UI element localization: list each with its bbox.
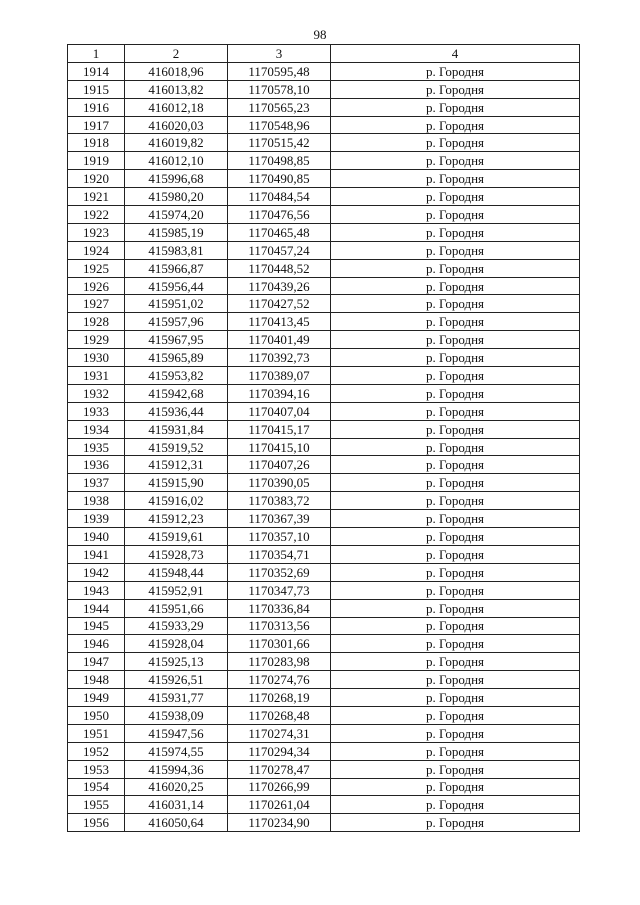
cell-description: р. Городня (331, 134, 580, 152)
cell-point-number: 1939 (68, 510, 125, 528)
cell-y-coordinate: 1170234,90 (228, 814, 331, 832)
cell-y-coordinate: 1170413,45 (228, 313, 331, 331)
cell-x-coordinate: 415942,68 (125, 384, 228, 402)
cell-description: р. Городня (331, 635, 580, 653)
cell-description: р. Городня (331, 313, 580, 331)
cell-description: р. Городня (331, 528, 580, 546)
cell-point-number: 1947 (68, 653, 125, 671)
table-row (68, 367, 580, 385)
cell-point-number: 1952 (68, 742, 125, 760)
cell-description: р. Городня (331, 742, 580, 760)
cell-point-number: 1927 (68, 295, 125, 313)
cell-x-coordinate: 415967,95 (125, 331, 228, 349)
cell-y-coordinate: 1170439,26 (228, 277, 331, 295)
cell-description: р. Городня (331, 402, 580, 420)
cell-x-coordinate: 415912,31 (125, 456, 228, 474)
cell-description: р. Городня (331, 581, 580, 599)
cell-y-coordinate: 1170484,54 (228, 188, 331, 206)
cell-y-coordinate: 1170565,23 (228, 98, 331, 116)
cell-point-number: 1933 (68, 402, 125, 420)
cell-description: р. Городня (331, 206, 580, 224)
cell-x-coordinate: 415951,02 (125, 295, 228, 313)
cell-point-number: 1946 (68, 635, 125, 653)
cell-point-number: 1923 (68, 223, 125, 241)
cell-description: р. Городня (331, 80, 580, 98)
table-row (68, 653, 580, 671)
cell-x-coordinate: 416013,82 (125, 80, 228, 98)
cell-description: р. Городня (331, 349, 580, 367)
table-row (68, 98, 580, 116)
cell-description: р. Городня (331, 420, 580, 438)
cell-x-coordinate: 416012,10 (125, 152, 228, 170)
cell-y-coordinate: 1170578,10 (228, 80, 331, 98)
table-row (68, 349, 580, 367)
cell-description: р. Городня (331, 706, 580, 724)
table-row (68, 62, 580, 80)
cell-y-coordinate: 1170392,73 (228, 349, 331, 367)
table-row (68, 206, 580, 224)
cell-point-number: 1938 (68, 492, 125, 510)
cell-x-coordinate: 415994,36 (125, 760, 228, 778)
cell-y-coordinate: 1170354,71 (228, 545, 331, 563)
cell-description: р. Городня (331, 295, 580, 313)
cell-description: р. Городня (331, 510, 580, 528)
table-row (68, 689, 580, 707)
cell-description: р. Городня (331, 778, 580, 796)
cell-x-coordinate: 415947,56 (125, 724, 228, 742)
cell-description: р. Городня (331, 188, 580, 206)
cell-y-coordinate: 1170313,56 (228, 617, 331, 635)
cell-description: р. Городня (331, 760, 580, 778)
cell-y-coordinate: 1170401,49 (228, 331, 331, 349)
table-body (68, 62, 580, 831)
table-row (68, 277, 580, 295)
cell-point-number: 1942 (68, 563, 125, 581)
cell-x-coordinate: 415925,13 (125, 653, 228, 671)
cell-x-coordinate: 415919,61 (125, 528, 228, 546)
cell-y-coordinate: 1170427,52 (228, 295, 331, 313)
cell-x-coordinate: 415980,20 (125, 188, 228, 206)
cell-x-coordinate: 416018,96 (125, 62, 228, 80)
table-row (68, 545, 580, 563)
table-row (68, 241, 580, 259)
cell-point-number: 1932 (68, 384, 125, 402)
table-row (68, 313, 580, 331)
cell-y-coordinate: 1170383,72 (228, 492, 331, 510)
column-header-y-coordinate: 3 (228, 45, 331, 63)
cell-x-coordinate: 415933,29 (125, 617, 228, 635)
cell-point-number: 1916 (68, 98, 125, 116)
cell-x-coordinate: 415974,20 (125, 206, 228, 224)
cell-y-coordinate: 1170394,16 (228, 384, 331, 402)
cell-x-coordinate: 416050,64 (125, 814, 228, 832)
cell-x-coordinate: 415912,23 (125, 510, 228, 528)
cell-x-coordinate: 415953,82 (125, 367, 228, 385)
table-header-row (68, 45, 580, 63)
table-row (68, 438, 580, 456)
cell-point-number: 1949 (68, 689, 125, 707)
cell-x-coordinate: 416031,14 (125, 796, 228, 814)
cell-description: р. Городня (331, 331, 580, 349)
cell-description: р. Городня (331, 438, 580, 456)
cell-x-coordinate: 415965,89 (125, 349, 228, 367)
cell-x-coordinate: 416020,25 (125, 778, 228, 796)
cell-description: р. Городня (331, 241, 580, 259)
table-row (68, 188, 580, 206)
cell-y-coordinate: 1170498,85 (228, 152, 331, 170)
cell-point-number: 1936 (68, 456, 125, 474)
cell-description: р. Городня (331, 277, 580, 295)
coordinates-table (67, 44, 580, 832)
cell-x-coordinate: 415983,81 (125, 241, 228, 259)
cell-y-coordinate: 1170268,48 (228, 706, 331, 724)
cell-description: р. Городня (331, 384, 580, 402)
cell-y-coordinate: 1170357,10 (228, 528, 331, 546)
cell-point-number: 1941 (68, 545, 125, 563)
cell-x-coordinate: 415948,44 (125, 563, 228, 581)
cell-x-coordinate: 416020,03 (125, 116, 228, 134)
table-row (68, 528, 580, 546)
cell-y-coordinate: 1170352,69 (228, 563, 331, 581)
cell-description: р. Городня (331, 474, 580, 492)
cell-description: р. Городня (331, 796, 580, 814)
cell-x-coordinate: 415936,44 (125, 402, 228, 420)
table-row (68, 170, 580, 188)
cell-description: р. Городня (331, 98, 580, 116)
cell-point-number: 1954 (68, 778, 125, 796)
cell-point-number: 1943 (68, 581, 125, 599)
cell-y-coordinate: 1170336,84 (228, 599, 331, 617)
cell-point-number: 1918 (68, 134, 125, 152)
cell-point-number: 1928 (68, 313, 125, 331)
cell-point-number: 1926 (68, 277, 125, 295)
cell-point-number: 1940 (68, 528, 125, 546)
cell-description: р. Городня (331, 492, 580, 510)
cell-x-coordinate: 415956,44 (125, 277, 228, 295)
cell-point-number: 1924 (68, 241, 125, 259)
page-number: 98 (313, 27, 327, 42)
table-row (68, 474, 580, 492)
cell-description: р. Городня (331, 814, 580, 832)
cell-y-coordinate: 1170274,76 (228, 671, 331, 689)
cell-x-coordinate: 415931,84 (125, 420, 228, 438)
table-row (68, 152, 580, 170)
cell-x-coordinate: 415996,68 (125, 170, 228, 188)
cell-point-number: 1955 (68, 796, 125, 814)
cell-point-number: 1931 (68, 367, 125, 385)
cell-x-coordinate: 415926,51 (125, 671, 228, 689)
cell-point-number: 1948 (68, 671, 125, 689)
table-row (68, 116, 580, 134)
cell-description: р. Городня (331, 223, 580, 241)
cell-description: р. Городня (331, 62, 580, 80)
cell-point-number: 1929 (68, 331, 125, 349)
cell-description: р. Городня (331, 724, 580, 742)
table-row (68, 635, 580, 653)
table-row (68, 456, 580, 474)
cell-y-coordinate: 1170278,47 (228, 760, 331, 778)
cell-y-coordinate: 1170490,85 (228, 170, 331, 188)
cell-y-coordinate: 1170390,05 (228, 474, 331, 492)
cell-x-coordinate: 415928,04 (125, 635, 228, 653)
cell-y-coordinate: 1170367,39 (228, 510, 331, 528)
cell-point-number: 1956 (68, 814, 125, 832)
cell-point-number: 1945 (68, 617, 125, 635)
table-row (68, 671, 580, 689)
cell-y-coordinate: 1170347,73 (228, 581, 331, 599)
cell-point-number: 1935 (68, 438, 125, 456)
column-header-description: 4 (331, 45, 580, 63)
cell-point-number: 1920 (68, 170, 125, 188)
cell-y-coordinate: 1170266,99 (228, 778, 331, 796)
table-row (68, 295, 580, 313)
cell-point-number: 1922 (68, 206, 125, 224)
cell-y-coordinate: 1170457,24 (228, 241, 331, 259)
cell-x-coordinate: 415931,77 (125, 689, 228, 707)
table-row (68, 814, 580, 832)
cell-x-coordinate: 415919,52 (125, 438, 228, 456)
table-row (68, 420, 580, 438)
cell-point-number: 1914 (68, 62, 125, 80)
cell-description: р. Городня (331, 456, 580, 474)
table-row (68, 760, 580, 778)
cell-point-number: 1950 (68, 706, 125, 724)
table-row (68, 617, 580, 635)
cell-point-number: 1953 (68, 760, 125, 778)
cell-x-coordinate: 415985,19 (125, 223, 228, 241)
cell-y-coordinate: 1170476,56 (228, 206, 331, 224)
cell-y-coordinate: 1170448,52 (228, 259, 331, 277)
cell-y-coordinate: 1170595,48 (228, 62, 331, 80)
cell-point-number: 1951 (68, 724, 125, 742)
cell-x-coordinate: 415928,73 (125, 545, 228, 563)
cell-point-number: 1934 (68, 420, 125, 438)
cell-y-coordinate: 1170515,42 (228, 134, 331, 152)
cell-point-number: 1917 (68, 116, 125, 134)
cell-x-coordinate: 415916,02 (125, 492, 228, 510)
cell-x-coordinate: 416019,82 (125, 134, 228, 152)
table-row (68, 706, 580, 724)
cell-y-coordinate: 1170389,07 (228, 367, 331, 385)
cell-point-number: 1930 (68, 349, 125, 367)
table-row (68, 724, 580, 742)
cell-description: р. Городня (331, 545, 580, 563)
cell-x-coordinate: 415951,66 (125, 599, 228, 617)
cell-y-coordinate: 1170268,19 (228, 689, 331, 707)
cell-point-number: 1921 (68, 188, 125, 206)
cell-y-coordinate: 1170415,10 (228, 438, 331, 456)
cell-description: р. Городня (331, 152, 580, 170)
column-header-x-coordinate: 2 (125, 45, 228, 63)
cell-y-coordinate: 1170407,04 (228, 402, 331, 420)
table-row (68, 599, 580, 617)
cell-x-coordinate: 415957,96 (125, 313, 228, 331)
cell-y-coordinate: 1170301,66 (228, 635, 331, 653)
cell-point-number: 1925 (68, 259, 125, 277)
cell-y-coordinate: 1170283,98 (228, 653, 331, 671)
cell-x-coordinate: 415938,09 (125, 706, 228, 724)
cell-description: р. Городня (331, 259, 580, 277)
table-row (68, 80, 580, 98)
cell-point-number: 1915 (68, 80, 125, 98)
cell-x-coordinate: 416012,18 (125, 98, 228, 116)
cell-y-coordinate: 1170465,48 (228, 223, 331, 241)
cell-description: р. Городня (331, 116, 580, 134)
cell-y-coordinate: 1170274,31 (228, 724, 331, 742)
table-row (68, 223, 580, 241)
table-row (68, 492, 580, 510)
table-row (68, 742, 580, 760)
table-row (68, 581, 580, 599)
cell-description: р. Городня (331, 563, 580, 581)
table-row (68, 510, 580, 528)
table-row (68, 563, 580, 581)
cell-x-coordinate: 415974,55 (125, 742, 228, 760)
table-row (68, 778, 580, 796)
column-header-point-number: 1 (68, 45, 125, 63)
cell-point-number: 1944 (68, 599, 125, 617)
cell-point-number: 1919 (68, 152, 125, 170)
cell-y-coordinate: 1170548,96 (228, 116, 331, 134)
cell-description: р. Городня (331, 367, 580, 385)
cell-description: р. Городня (331, 617, 580, 635)
table-row (68, 331, 580, 349)
cell-description: р. Городня (331, 671, 580, 689)
table-row (68, 402, 580, 420)
table-row (68, 259, 580, 277)
cell-description: р. Городня (331, 599, 580, 617)
cell-y-coordinate: 1170407,26 (228, 456, 331, 474)
cell-description: р. Городня (331, 689, 580, 707)
table-row (68, 796, 580, 814)
cell-description: р. Городня (331, 653, 580, 671)
cell-y-coordinate: 1170261,04 (228, 796, 331, 814)
cell-x-coordinate: 415966,87 (125, 259, 228, 277)
table-row (68, 134, 580, 152)
cell-x-coordinate: 415915,90 (125, 474, 228, 492)
cell-x-coordinate: 415952,91 (125, 581, 228, 599)
table-row (68, 384, 580, 402)
cell-description: р. Городня (331, 170, 580, 188)
cell-point-number: 1937 (68, 474, 125, 492)
cell-y-coordinate: 1170415,17 (228, 420, 331, 438)
cell-y-coordinate: 1170294,34 (228, 742, 331, 760)
